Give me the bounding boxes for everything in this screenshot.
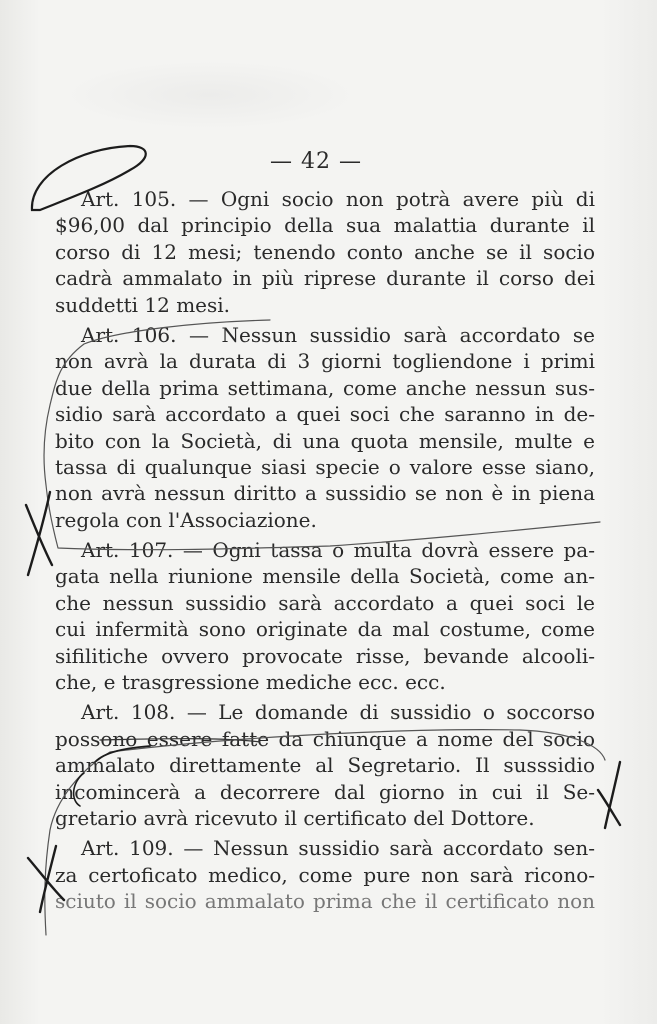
text-line: che nessun sussidio sarà accordato a quei soci le: [55, 590, 595, 615]
text-line: gretario avrà ricevuto il certificato del Dottore.: [55, 805, 535, 830]
text-line: Art. 109. — Nessun sussidio sarà accordato sen-: [81, 836, 595, 861]
text-line: za certoficato medico, come pure non sarà ricono-: [55, 862, 595, 887]
text-line: bito con la Società, di una quota mensile, multe e: [55, 428, 595, 453]
text-line: tassa di qualunque siasi specie o valore esse siano,: [55, 454, 595, 479]
text-line: incomincerà a decorrere dal giorno in cui il Se-: [55, 779, 595, 804]
page-number: — 42 —: [270, 149, 362, 174]
text-line: Art. 108. — Le domande di sussidio o soccorso: [81, 700, 595, 725]
article-text: [55, 186, 595, 915]
x-mark-art-108-right: [598, 762, 620, 828]
text-line: corso di 12 mesi; tenendo conto anche se il socio: [55, 239, 595, 264]
text-line: non avrà nessun diritto a sussidio se non è in piena: [55, 481, 595, 506]
paragraph-art-108: [55, 699, 595, 831]
text-line: non avrà la durata di 3 giorni togliendone i primi: [55, 349, 595, 374]
text-line: che, e trasgressione mediche ecc. ecc.: [55, 670, 446, 695]
text-line: Art. 107. — Ogni tassa o multa dovrà essere pa-: [81, 538, 595, 563]
text-line: gata nella riunione mensile della Società, come an-: [55, 564, 595, 589]
text-line: suddetti 12 mesi.: [55, 292, 231, 317]
text-line: sciuto il socio ammalato prima che il certificato non: [55, 889, 595, 914]
paragraph-art-105: [55, 186, 595, 318]
x-mark-art-106: [26, 492, 52, 575]
text-line: cadrà ammalato in più riprese durante il corso dei: [55, 266, 595, 291]
text-line: Art. 106. — Nessun sussidio sarà accordato se: [81, 322, 595, 347]
bleed-through-shadow: [60, 60, 360, 130]
paragraph-art-107: [55, 537, 595, 695]
text-line: $96,00 dal principio della sua malattia durante il: [55, 213, 595, 238]
paragraph-art-109: [55, 835, 595, 914]
paragraph-art-106: [55, 322, 595, 533]
text-line: ammalato direttamente al Segretario. Il susssidio: [55, 753, 595, 778]
text-line: possono essere fatte da chiunque a nome del socio: [55, 726, 595, 751]
text-line: Art. 105. — Ogni socio non potrà avere più di: [81, 187, 595, 211]
text-line: sifilitiche ovvero provocate risse, bevande alcooli-: [55, 643, 595, 668]
text-line: sidio sarà accordato a quei soci che saranno in de-: [55, 402, 595, 427]
text-line: cui infermità sono originate da mal costume, come: [55, 617, 595, 642]
text-line: regola con l'Associazione.: [55, 507, 317, 532]
text-line: due della prima settimana, come anche nessun sus-: [55, 375, 595, 400]
